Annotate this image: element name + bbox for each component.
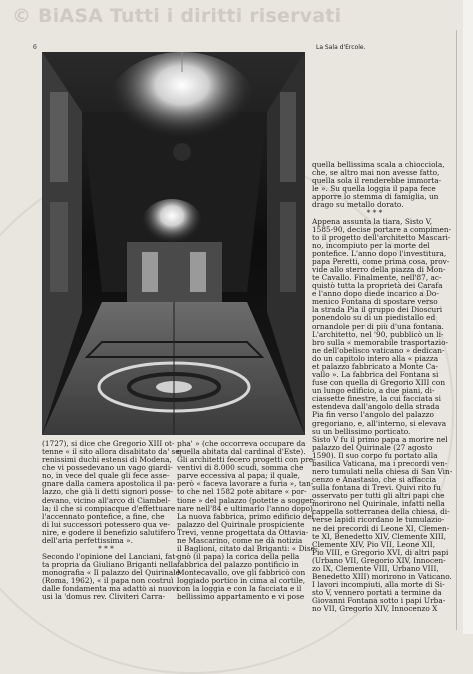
text-line: gnò (il papa) la corica della pella [177,552,300,562]
text-line: quella sola il renderebbe immorta- [312,176,442,186]
text-line: osservato per tutti gli altri papi che [312,491,445,501]
text-line: ta propria da Giuliano Briganti nella [42,560,178,570]
text-column-2 [177,439,318,602]
text-line: Gli architetti fecero progetti con pre- [177,455,316,465]
text-line: ne dei precordi di Leone XI, Clemen- [312,523,450,533]
text-line: e l'anno dopo diede incarico a Do- [312,289,439,299]
text-line: apporre lo stemma di famiglia, un [312,192,439,202]
text-line: ne Mascarino, come ne dà notizia [177,535,303,545]
text-line: fabbrica del palazzo pontificio in [177,560,299,570]
text-line: gnare dalla camera apostolica il pa- [42,479,176,489]
text-line: tenne « il sito allora disabitato da' se- [42,447,183,457]
page-number: 6 [33,44,37,51]
text-line: I lavori incompiuti, alla morte di Si- [312,580,445,590]
text-line: sto V, vennero portati a termine da [312,588,442,598]
text-line: to il progetto dell'architetto Mascari- [312,232,451,242]
text-line: nero tumulati nella chiesa di San Vin- [312,466,453,476]
text-line: Pia fin verso l'angolo del palazzo [312,410,434,420]
text-line: dell'aria perfettissima ». [42,535,133,545]
text-line: palazzo del Quirinale (27 agosto [312,442,433,452]
text-line: parve eccessiva al papa; il quale, [177,471,300,481]
text-line: dalle fondamenta ma adattò ai nuovi [42,584,179,594]
text-line: morirono nel Quirinale, infatti nella [312,499,445,509]
text-line: no, in vece del quale gli fece asse- [42,471,170,481]
text-line: palazzo del Quirinale prospiciente [177,519,305,529]
text-line: do un capitolo intero alla « piazza [312,353,439,363]
page-margin [463,0,473,634]
text-line: gregoriano, e, all'interno, si elevava [312,418,447,428]
text-line: fuse con quella di Gregorio XIII con [312,378,446,388]
text-line: (Urbano VII, Gregorio XIV, Innocen- [312,555,446,565]
text-line: Pio VIII, e Gregorio XVI, di altri papi [312,547,449,557]
text-line: bro sulla « memorabile trasportazio- [312,337,449,347]
hall-photograph [42,52,305,435]
text-line: to che nel 1582 potè abitare « por- [177,487,307,497]
section-separator: * * * [366,208,383,218]
text-line: basilica Vaticana, ma i precordi ven- [312,458,448,468]
text-line: che vi possedevano un vago giardi- [42,463,173,473]
text-line: sulla fontana di Trevi. Quivi rito fu [312,483,441,493]
text-line: drago su metallo dorato. [312,200,404,210]
running-head: La Sala d'Ercole. [316,44,366,51]
text-line: Appena assunta la tiara, Sisto V, [312,216,433,226]
text-line: Benedetto XIII) morirono in Vaticano. [312,571,452,581]
text-line: Giovanni Fontana sotto i papi Urba- [312,596,446,606]
text-line: ventivi di 8.000 scudi, somma che [177,463,304,473]
text-line: su un bellissimo porticato. [312,426,411,436]
text-line: no VII, Gregorio XIV, Innocenzo X [312,604,438,614]
text-line: cappella sotterranea della chiesa, di- [312,507,450,517]
text-line: pontefice. L'anno dopo l'investitura, [312,248,447,258]
text-line: Montecavallo, ove gli fabbricò con [177,568,306,578]
text-line: menico Fontana di spostare verso [312,297,438,307]
text-line: 1590). Il suo corpo fu portato alla [312,450,438,460]
text-line: che, se altro mai non avesse fatto, [312,168,440,178]
text-line: quella abitata dal cardinal d'Este). [177,447,306,457]
text-line: lazzo, che già li detti signori posse- [42,487,174,497]
text-column-1 [42,439,183,602]
text-line: estendeva dall'angolo della strada [312,402,440,412]
text-line: nare nell'84 e ultimarlo l'anno dopo). [177,503,316,513]
text-line: 1585-90, decise portare a compimen- [312,224,452,234]
text-line: Secondo l'opinione del Lanciani, fat- [42,552,178,562]
watermark-text: © BiASA Tutti i diritti riservati [12,5,342,27]
text-line: cenzo e Anastasio, che si affaccia [312,475,437,485]
text-line: loggiado portico in cima al cortile, [177,576,306,586]
text-line: monografia « Il palazzo del Quirinale [42,568,180,578]
text-line: con la loggia e con la facciata e il [177,584,302,594]
text-line: papa Peretti, come prima cosa, prov- [312,256,450,266]
text-line: te Cavallo. Finalmente, nell'87, ac- [312,273,442,283]
text-line: renissimi duchi estensi di Modena, [42,455,172,465]
text-line: (1727), si dice che Gregorio XIII ot- [42,439,175,448]
text-line: nire, e godere il benefizio salutifero [42,527,176,537]
text-line: vide allo sterro della piazza di Mon- [312,265,446,275]
text-line: un lungo edificio, a due piani, di- [312,386,435,396]
text-line: L'architetto, nel '90, pubblicò un li- [312,329,444,339]
text-line: di lui successori potessero qua ve- [42,519,171,529]
text-line: verse lapidi ricordano le tumulazio- [312,515,445,525]
text-line: et palazzo fabbricato a Monte Ca- [312,361,438,371]
text-line: Sisto V fu il primo papa a morire nel [312,434,448,444]
text-line: zo IX, Clemente VIII, Urbano VIII, [312,563,439,573]
text-column-3 [312,160,453,614]
text-line: vallo ». La fabbrica del Fontana si [312,370,439,380]
text-line: te XI, Benedetto XIV, Clemente XIII, [312,531,447,541]
text-line: no, incompiuto per la morte del [312,240,430,250]
text-line: Trevi, venne progettata da Ottavia- [177,527,309,537]
text-line: bellissimo appartamento e vi pose [177,592,305,602]
text-line: devano, vicino all'arco di Ciambel- [42,495,171,505]
text-line: pha' » (che occorreva occupare da [177,439,306,448]
text-line: ne dell'obelisco vaticano » dedican- [312,345,445,355]
text-line: però « faceva lavorare a furia », tan- [177,479,314,489]
text-line: il Baglioni, citato dal Briganti: « Dise- [177,544,318,554]
text-line: le ». Su quella loggia il papa fece [312,184,436,194]
text-line: quella bellissima scala a chiocciola, [312,160,445,169]
text-line: quistò tutta la proprietà dei Carafa [312,281,443,291]
text-line: La nuova fabbrica, primo edificio del [177,511,315,521]
text-line: ponendolo su di un piedistallo ed [312,313,436,323]
section-separator: * * * [98,544,114,554]
text-line: l'accennato pontefice, a fine, che [42,511,165,521]
text-line: la; il che si compiacque d'effettuare [42,503,176,513]
text-line: usi la 'domus rev. Cliviteri Carra- [42,592,166,602]
text-line: tione » del palazzo (potette a sogger- [177,495,316,505]
text-line: ornandole per di più d'una fontana. [312,321,444,331]
text-line: Clemente XIV, Pio VII, Leone XII, [312,539,436,549]
text-line: ciassette finestre, la cui facciata si [312,394,441,404]
text-line: la strada Pia il gruppo dei Dioscuri [312,305,443,315]
text-line: (Roma, 1962), « il papa non costruì [42,576,174,586]
